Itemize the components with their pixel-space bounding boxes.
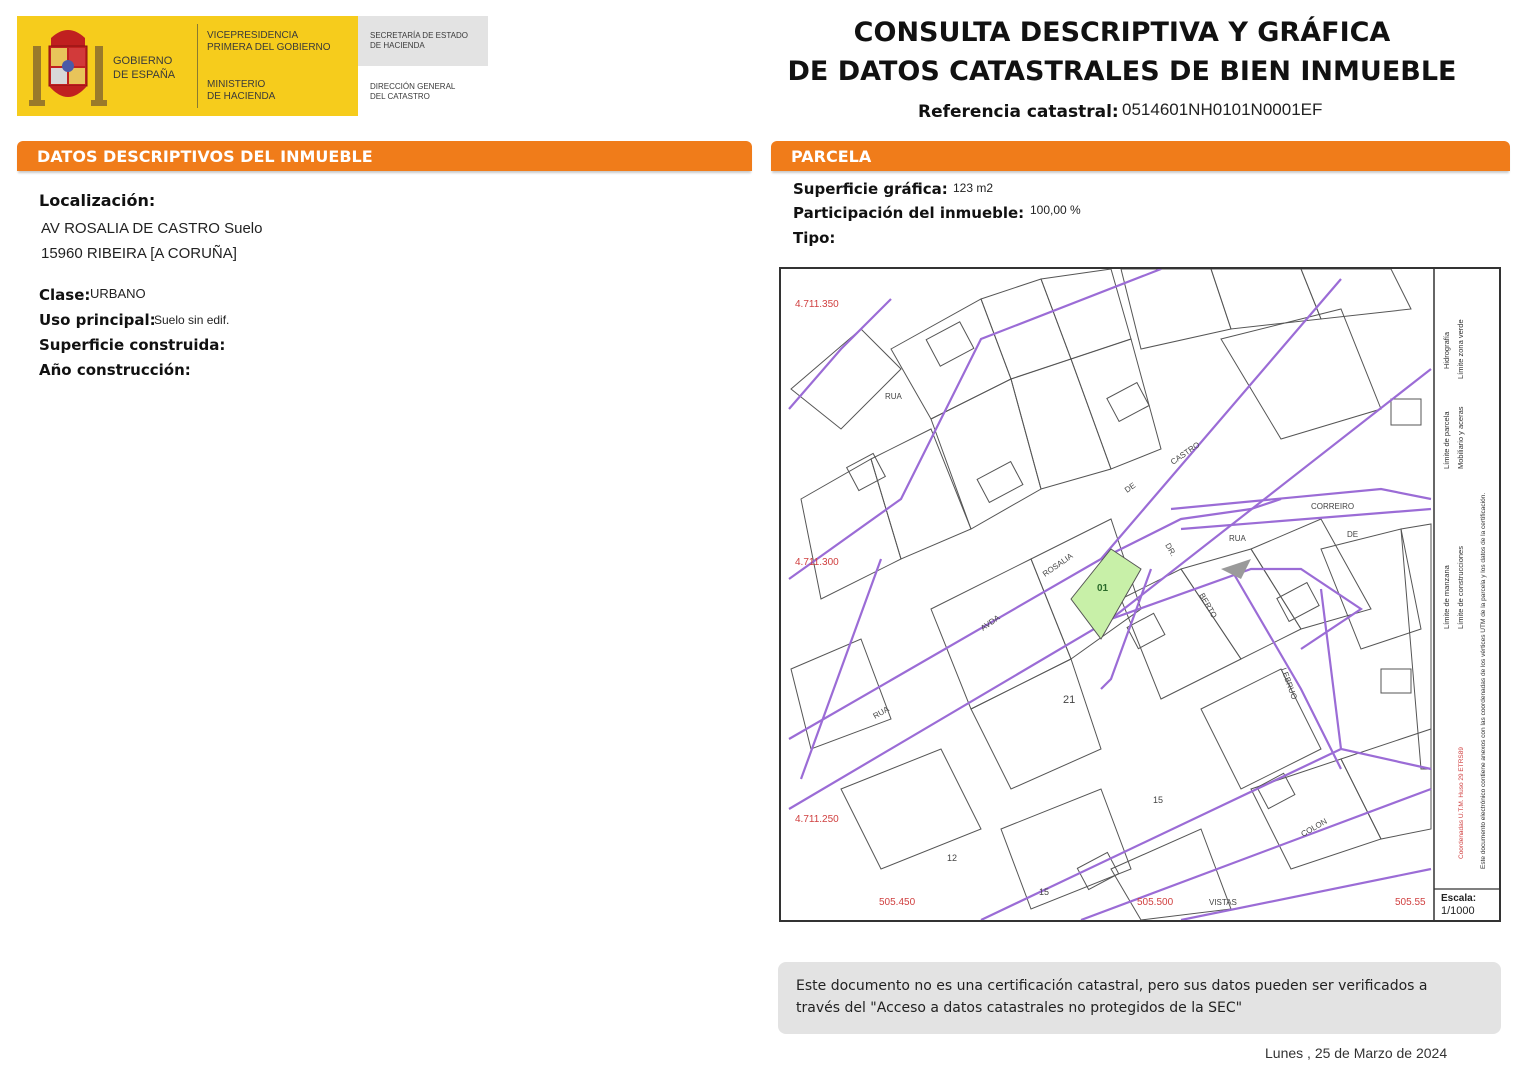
participacion-label: Participación del inmueble: (793, 204, 1025, 222)
legend-item: Límite de parcela (1442, 411, 1451, 469)
street-label: ROSALIA (1040, 551, 1075, 579)
map-coord-label: 4.711.300 (795, 557, 839, 568)
legend-item: Límite de manzana (1442, 565, 1451, 629)
map-coord-label: 505.450 (879, 897, 916, 908)
street-label: COLON (1299, 816, 1329, 839)
map-coord-label: 4.711.250 (795, 814, 839, 825)
tipo-label: Tipo: (793, 229, 836, 247)
street-label: DE (1347, 530, 1359, 539)
localizacion-label: Localización: (39, 191, 156, 210)
page-title-line2: DE DATOS CATASTRALES DE BIEN INMUEBLE (787, 56, 1457, 87)
coord-system-label: Coordenadas U.T.M. Huso 29 ETRS89 (1458, 747, 1465, 859)
uso-principal-label: Uso principal: (39, 311, 156, 329)
street-label: LEBRUO (1279, 666, 1299, 701)
datos-descriptivos-bar: DATOS DESCRIPTIVOS DEL INMUEBLE (17, 141, 752, 171)
ministerio-text: MINISTERIO DE HACIENDA (207, 79, 276, 102)
notice-line2: través del "Acceso a datos catastrales no protegidos de la SEC" (796, 1000, 1243, 1016)
ano-construccion-label: Año construcción: (39, 361, 191, 379)
ref-catastral-value: 0514601NH0101N0001EF (1122, 100, 1323, 119)
street-label: RUA (1229, 534, 1246, 543)
street-label: DE (1122, 480, 1138, 495)
footer-date: Lunes , 25 de Marzo de 2024 (1265, 1045, 1448, 1061)
verification-notice (778, 962, 1501, 1034)
street-label: AVDA (978, 613, 1002, 633)
legend-note: Este documento electrónico contiene anexos con las coordenadas de los vértices UTM de la parcela y los datos de la certificación. (1480, 492, 1487, 869)
ref-catastral-label: Referencia catastral: (918, 102, 1119, 122)
participacion-value: 100,00 % (1030, 203, 1081, 217)
superficie-construida-label: Superficie construida: (39, 336, 226, 354)
page-title-line1: CONSULTA DESCRIPTIVA Y GRÁFICA (853, 17, 1391, 48)
map-drawing (781, 269, 1499, 920)
notice-line1: Este documento no es una certificación catastral, pero sus datos pueden ser verificados a (796, 978, 1428, 994)
gray-shape (1221, 559, 1251, 579)
secretaria-text: SECRETARÍA DE ESTADO DE HACIENDA (370, 31, 468, 50)
parcela-bar: PARCELA (771, 141, 1510, 171)
gobierno-text: GOBIERNO DE ESPAÑA (113, 55, 176, 81)
clase-value: URBANO (90, 286, 146, 301)
parcel-number: 15 (1039, 887, 1050, 897)
map-coord-label: 505.500 (1137, 897, 1174, 908)
parcel-number: 01 (1097, 583, 1109, 594)
street-label: RUA (871, 704, 891, 721)
street-label: CASTRO (1168, 440, 1202, 467)
legend-item: Límite zona verde (1456, 319, 1465, 379)
address-line2: 15960 RIBEIRA [A CORUÑA] (41, 245, 237, 262)
legend-item: Hidrografía (1442, 331, 1451, 369)
street-label: RUA (885, 392, 902, 401)
direccion-text: DIRECCIÓN GENERAL DEL CATASTRO (370, 82, 456, 101)
vicepresidencia-text: VICEPRESIDENCIA PRIMERA DEL GOBIERNO (207, 30, 331, 53)
parcel-number: 15 (1153, 795, 1164, 805)
map-coord-label: 505.55 (1395, 897, 1426, 908)
superficie-grafica-value: 123 m2 (953, 181, 994, 195)
uso-principal-value: Suelo sin edif. (154, 313, 230, 327)
legend-item: Mobiliario y aceras (1456, 406, 1465, 469)
secretaria-logo (358, 16, 488, 66)
map-coord-label: 4.711.350 (795, 299, 839, 310)
address-line1: AV ROSALIA DE CASTRO Suelo (41, 220, 263, 237)
street-label: BERTO (1197, 591, 1219, 620)
scale-value: 1/1000 (1441, 905, 1475, 917)
parcel-number: 21 (1063, 694, 1076, 706)
clase-label: Clase: (39, 286, 91, 304)
street-label: DR. (1163, 541, 1178, 558)
gobierno-logo (17, 16, 358, 116)
parcel-number: 12 (947, 853, 958, 863)
cadastral-map (779, 267, 1501, 922)
street-label: VISTAS (1209, 898, 1237, 907)
scale-label: Escala: (1441, 893, 1477, 904)
street-label: CORREIRO (1311, 502, 1355, 511)
legend-item: Límite de construcciones (1456, 546, 1465, 629)
spain-coat-of-arms-icon (27, 24, 109, 110)
superficie-grafica-label: Superficie gráfica: (793, 180, 948, 198)
map-legend (1442, 319, 1487, 869)
